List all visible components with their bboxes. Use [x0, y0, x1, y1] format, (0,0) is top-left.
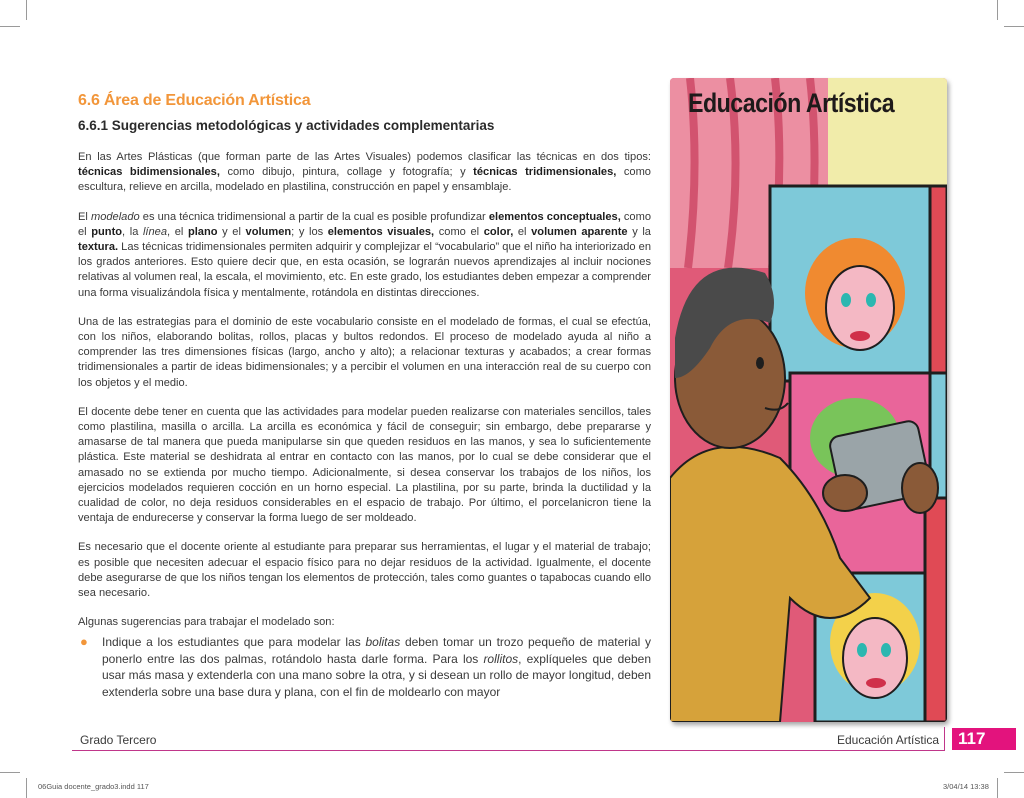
bullet-icon: ●	[80, 634, 88, 649]
footer-grade: Grado Tercero	[80, 733, 157, 747]
crop-mark	[0, 772, 20, 773]
crop-mark	[26, 778, 27, 798]
crop-mark	[997, 0, 998, 20]
print-slug-file: 06Guia docente_grado3.indd 117	[38, 782, 149, 791]
paragraph: El modelado es una técnica tridimensional a partir de la cual es posible profundizar elementos conceptuales, como el punto, la línea, el plano y el volumen; y los elementos visuales, como el color, el volumen aparente y la textura. Las técnicas tridimensionales permiten adquirir y complejizar el “vocabulario” que el niño ha interiorizado en los grados anteriores. Esto quiere decir que, en esta ocasión, se lograrán nuevos aprendizajes al incluir nociones relativas al volumen real, la escala, el movimiento, etc. En este grado, los estudiantes deben empezar a comprender una forma visualizándola física y mentalmente, rotándola en distintas direcciones.	[78, 210, 651, 299]
illustration-panel	[670, 78, 947, 722]
footer-rule	[72, 750, 945, 751]
crop-mark	[1004, 26, 1024, 27]
footer-subject: Educación Artística	[837, 733, 940, 747]
paragraph: Una de las estrategias para el dominio de este vocabulario consiste en el modelado de formas, el cual se efectúa, con los niños, elaborando bolitas, rollos, placas y bultos redondos. El proceso de modelado ayuda al niño a comprender las tres dimensiones físicas (largo, ancho y alto); a relacionar texturas y acabados; a crear formas tridimensionales a partir de ideas bidimensionales; y a percibir el volumen en una interacción real de su cuerpo con los objetos y el medio.	[78, 315, 651, 389]
child-modeling-illustration	[670, 78, 947, 722]
crop-mark	[0, 26, 20, 27]
footer-separator	[944, 727, 945, 751]
subsection-title: 6.6.1 Sugerencias metodológicas y actividades complementarias	[78, 118, 495, 133]
crop-mark	[997, 778, 998, 798]
print-slug-date: 3/04/14 13:38	[943, 782, 989, 791]
paragraph: El docente debe tener en cuenta que las actividades para modelar pueden realizarse con materiales sencillos, tales como plastilina, masilla o arcilla. La arcilla es económica y fácil de conseguir; sin embargo, debe prepararse y amasarse de tal manera que pueda manipularse sin que queden residuos en las manos, y sea lo suficientemente plástica. Este material se deshidrata al entrar en contacto con las manos, por lo cual se debe considerar que el amasado no se extienda por mucho tiempo. Adicionalmente, si desea conservar los trabajos de los niños, los ejercicios modelados requieren cocción en un horno especial. La plastilina, por su parte, brinda la ductilidad y la cualidad de color, no deja residuos considerables en el espacio de trabajo. Por último, el porcelanicron tiene la ventaja de endurecerse y conservar la forma luego de ser moldeado.	[78, 405, 651, 525]
paragraph: Es necesario que el docente oriente al estudiante para preparar sus herramientas, el lugar y el material de trabajo; es posible que necesiten adecuar el espacio físico para no dejar residuos de la actividad. Igualmente, el docente debe asegurarse de que los niños tengan los elementos de protección, tales como guantes o tapabocas cuando ello sea necesario.	[78, 541, 651, 600]
paragraph: En las Artes Plásticas (que forman parte de las Artes Visuales) podemos clasificar las técnicas en dos tipos: técnicas bidimensionales, como dibujo, pintura, collage y fotografía; y técnicas tridimensionales, como escultura, relieve en arcilla, modelado en plastilina, construcción en papel y ensamblaje.	[78, 151, 651, 194]
section-title: 6.6 Área de Educación Artística	[78, 92, 311, 109]
crop-mark	[26, 0, 27, 20]
paragraph: Algunas sugerencias para trabajar el modelado son:	[78, 616, 335, 629]
illustration-title: Educación Artística	[688, 88, 895, 118]
page-number: 117	[952, 728, 1016, 750]
bullet-item: ● Indique a los estudiantes que para modelar las bolitas deben tomar un trozo pequeño de material y ponerlo entre las dos palmas, rotándolo hasta darle forma. Para los rollitos, explíqueles que deben usar más masa y extenderla con una mano sobre la otra, y si desean un rollo de mayor longitud, deben extenderla sobre una base dura y plana, con el fin de moldearlo con mayor	[80, 634, 651, 699]
body-text	[78, 150, 651, 644]
crop-mark	[1004, 772, 1024, 773]
